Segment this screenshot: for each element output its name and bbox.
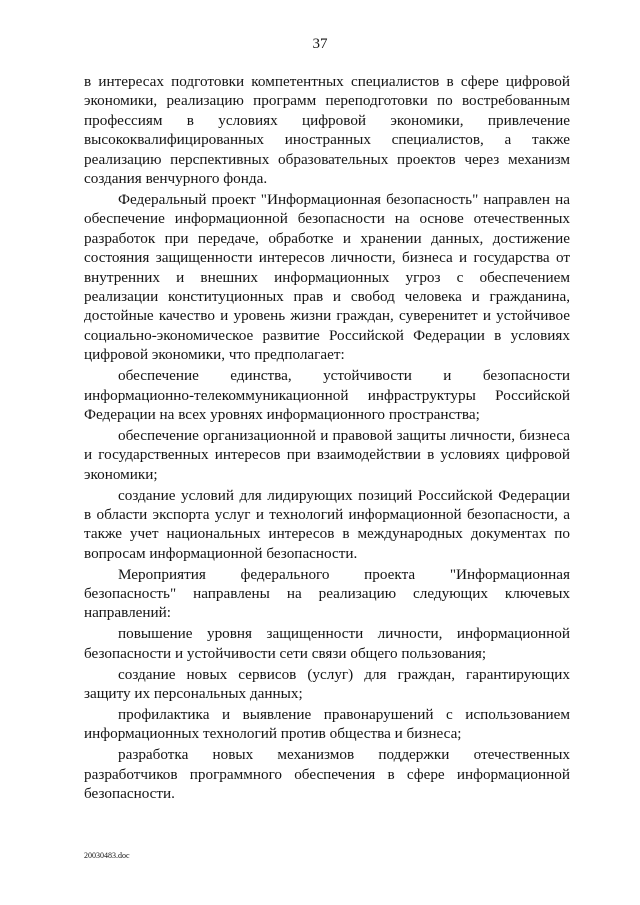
paragraph-list-item: обеспечение единства, устойчивости и безопасности информационно-телекоммуникационной инфраструктуры Российской Федерации на всех уровнях информационного пространства; xyxy=(84,367,570,423)
file-name-footer: 20030483.doc xyxy=(84,851,130,860)
document-body xyxy=(84,72,570,805)
paragraph-list-item: создание условий для лидирующих позиций Российской Федерации в области экспорта услуг и технологий информационной безопасности, а также учет национальных интересов в международных документах по вопросам информационной безопасности. xyxy=(84,486,570,562)
paragraph-list-item: обеспечение организационной и правовой защиты личности, бизнеса и государственных интересов при взаимодействии в условиях цифровой экономики; xyxy=(84,426,570,483)
paragraph-continuation: в интересах подготовки компетентных специалистов в сфере цифровой экономики, реализацию программ переподготовки по востребованным профессиям в условиях цифровой экономики, привлечение высококвалифицированных иностранных специалистов, а также реализацию перспективных образовательных проектов через механизм создания венчурного фонда. xyxy=(84,73,570,188)
paragraph-measures-intro: Мероприятия федерального проекта "Информационная безопасность" направлены на реализацию следующих ключевых направлений: xyxy=(84,565,570,622)
paragraph-list-item: повышение уровня защищенности личности, информационной безопасности и устойчивости сети связи общего пользования; xyxy=(84,625,570,662)
paragraph-list-item: разработка новых механизмов поддержки отечественных разработчиков программного обеспечения в сфере информационной безопасности. xyxy=(84,746,570,803)
paragraph-list-item: создание новых сервисов (услуг) для граждан, гарантирующих защиту их персональных данных; xyxy=(84,665,570,703)
page-number: 37 xyxy=(312,36,328,52)
paragraph-project-intro: Федеральный проект "Информационная безопасность" направлен на обеспечение информационной безопасности на основе отечественных разработок при передаче, обработке и хранении данных, достижение состояния защищенности интересов личности, бизнеса и государства от внутренних и внешних информационных угроз с обеспечением реализации конституционных прав и свобод человека и гражданина, достойные качество и уровень жизни граждан, суверенитет и устойчивое социально-экономическое развитие Российской Федерации в условиях цифровой экономики, что предполагает: xyxy=(84,190,570,364)
paragraph-list-item: профилактика и выявление правонарушений с использованием информационных технологий против общества и бизнеса; xyxy=(84,706,570,743)
